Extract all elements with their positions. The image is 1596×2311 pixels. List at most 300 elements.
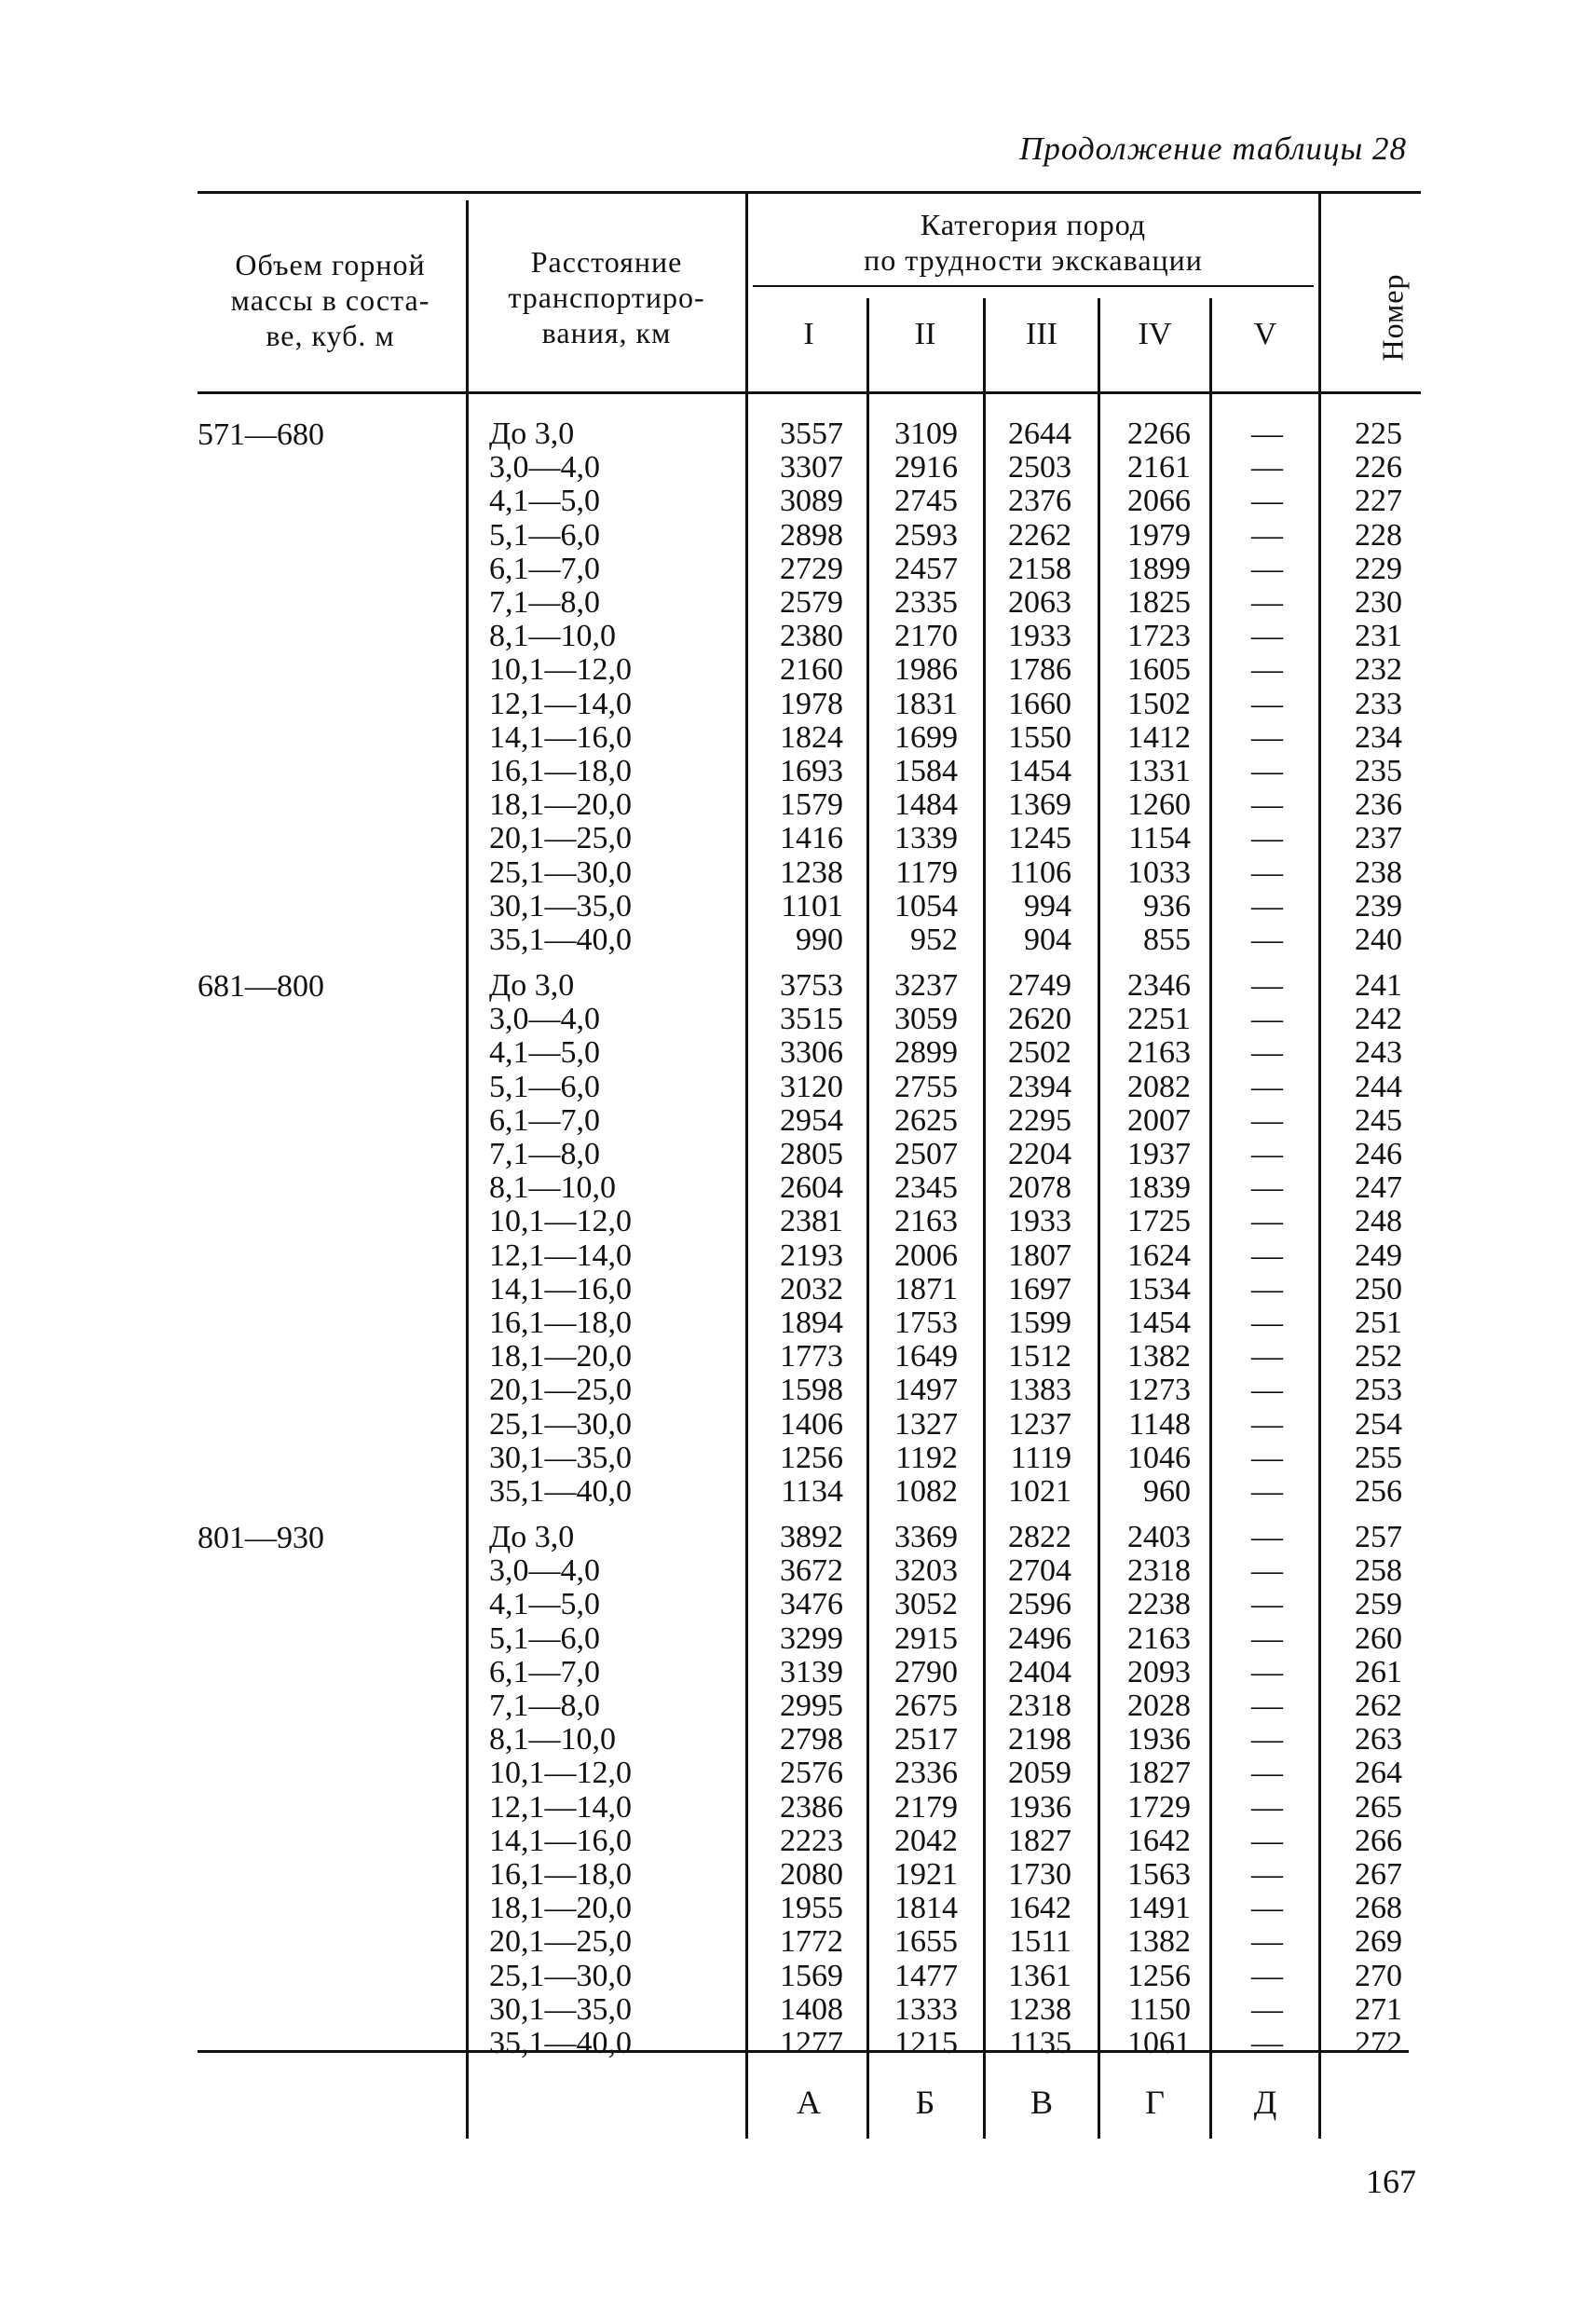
table-row (0, 1689, 1596, 1723)
row-number-cell: 235 (1355, 754, 1402, 788)
row-number-cell: 260 (1355, 1620, 1402, 1656)
distance-cell: 4,1—5,0 (489, 1587, 600, 1622)
row-number-cell: 250 (1355, 1271, 1402, 1306)
header-col-v: V (1253, 317, 1277, 351)
distance-cell: 7,1—8,0 (489, 1137, 600, 1171)
row-number-cell: 226 (1355, 450, 1402, 485)
value-cell-v: — (1251, 585, 1283, 620)
value-cell-i: 1894 (780, 1306, 843, 1340)
value-cell-iv: 2318 (1127, 1553, 1191, 1589)
value-cell-ii: 2745 (894, 484, 958, 519)
page-number: 167 (1366, 2163, 1416, 2200)
value-cell-iii: 1135 (1009, 2026, 1071, 2060)
value-cell-v: — (1251, 1306, 1283, 1340)
value-cell-i: 1772 (780, 1924, 843, 1960)
value-cell-ii: 2593 (894, 517, 958, 553)
row-number-cell: 238 (1355, 855, 1402, 890)
table-row (0, 1104, 1596, 1138)
table-row (0, 1554, 1596, 1588)
value-cell-iv: 2007 (1127, 1102, 1191, 1138)
value-cell-ii: 1484 (894, 787, 958, 823)
value-cell-iv: 2163 (1127, 1035, 1191, 1071)
value-cell-i: 2579 (780, 585, 843, 620)
value-cell-v: — (1251, 888, 1283, 923)
table-row (0, 2027, 1596, 2060)
row-number-cell: 232 (1355, 652, 1402, 688)
value-cell-ii: 1584 (894, 754, 958, 788)
distance-cell: 5,1—6,0 (489, 1069, 600, 1104)
row-number-cell: 241 (1355, 968, 1402, 1003)
value-cell-v: — (1251, 1339, 1283, 1374)
distance-cell: 30,1—35,0 (489, 1440, 632, 1475)
row-number-cell: 266 (1355, 1823, 1402, 1858)
value-cell-iii: 1119 (1010, 1440, 1071, 1475)
distance-cell: 10,1—12,0 (489, 1756, 632, 1791)
value-cell-iii: 1933 (1008, 619, 1071, 654)
value-cell-v: — (1251, 787, 1283, 823)
value-cell-iv: 1331 (1127, 754, 1191, 788)
value-cell-iii: 1454 (1008, 754, 1071, 788)
distance-cell: 16,1—18,0 (489, 1306, 632, 1340)
value-cell-v: — (1251, 1440, 1283, 1475)
table-row (0, 1475, 1596, 1509)
value-cell-i: 1693 (780, 754, 843, 788)
value-cell-ii: 3237 (894, 968, 958, 1003)
row-number-cell: 231 (1355, 619, 1402, 654)
value-cell-i: 1277 (780, 2026, 843, 2060)
value-cell-i: 3476 (780, 1587, 843, 1622)
value-cell-v: — (1251, 821, 1283, 856)
value-cell-iv: 2093 (1127, 1654, 1191, 1689)
header-distance: Расстояние транспортиро- вания, км (508, 245, 705, 349)
value-cell-iii: 1383 (1008, 1373, 1071, 1408)
value-cell-v: — (1251, 517, 1283, 553)
value-cell-i: 3299 (780, 1620, 843, 1656)
distance-cell: 12,1—14,0 (489, 1789, 632, 1825)
value-cell-i: 2798 (780, 1722, 843, 1757)
category-rule (753, 285, 1314, 287)
distance-cell: 10,1—12,0 (489, 652, 632, 688)
table-row (0, 721, 1596, 755)
value-cell-ii: 2507 (894, 1137, 958, 1171)
row-number-cell: 248 (1355, 1204, 1402, 1239)
value-cell-iv: 1061 (1127, 2026, 1191, 2060)
row-number-cell: 230 (1355, 585, 1402, 620)
row-number-cell: 262 (1355, 1689, 1402, 1723)
value-cell-ii: 3052 (894, 1587, 958, 1622)
table-row (0, 451, 1596, 485)
table-row (0, 1656, 1596, 1689)
value-cell-v: — (1251, 1035, 1283, 1071)
value-cell-v: — (1251, 968, 1283, 1003)
volume-range: 571—680 (198, 417, 324, 452)
value-cell-ii: 3059 (894, 1002, 958, 1037)
distance-cell: 18,1—20,0 (489, 1891, 632, 1926)
value-cell-iii: 1021 (1008, 1474, 1071, 1509)
value-cell-i: 1824 (780, 719, 843, 755)
value-cell-i: 2898 (780, 517, 843, 553)
distance-cell: 14,1—16,0 (489, 719, 632, 755)
table-row (0, 1071, 1596, 1104)
table-row (0, 1408, 1596, 1442)
value-cell-iv: 1936 (1127, 1722, 1191, 1757)
table-row (0, 822, 1596, 855)
value-cell-ii: 2755 (894, 1069, 958, 1104)
value-cell-ii: 1699 (894, 719, 958, 755)
row-number-cell: 257 (1355, 1520, 1402, 1554)
header-col-ii: II (914, 317, 936, 351)
value-cell-iii: 2158 (1008, 551, 1071, 586)
value-cell-iv: 1412 (1127, 719, 1191, 755)
distance-cell: 20,1—25,0 (489, 1373, 632, 1408)
value-cell-ii: 1215 (894, 2026, 958, 2060)
value-cell-iv: 1502 (1127, 686, 1191, 721)
table-row (0, 1374, 1596, 1407)
value-cell-i: 2805 (780, 1137, 843, 1171)
value-cell-i: 2995 (780, 1689, 843, 1723)
row-number-cell: 254 (1355, 1406, 1402, 1442)
value-cell-iv: 1150 (1128, 1991, 1191, 2027)
table-top-rule (198, 191, 1421, 194)
row-number-cell: 268 (1355, 1891, 1402, 1926)
value-cell-iii: 1936 (1008, 1789, 1071, 1825)
value-cell-iii: 2822 (1008, 1520, 1071, 1554)
row-number-cell: 244 (1355, 1069, 1402, 1104)
value-cell-ii: 2163 (894, 1204, 958, 1239)
value-cell-iii: 2596 (1008, 1587, 1071, 1622)
row-number-cell: 258 (1355, 1553, 1402, 1589)
row-number-cell: 255 (1355, 1440, 1402, 1475)
distance-cell: 14,1—16,0 (489, 1823, 632, 1858)
value-cell-ii: 1054 (894, 888, 958, 923)
value-cell-ii: 2336 (894, 1756, 958, 1791)
value-cell-iii: 1599 (1008, 1306, 1071, 1340)
distance-cell: 18,1—20,0 (489, 1339, 632, 1374)
value-cell-i: 1238 (780, 855, 843, 890)
distance-cell: 18,1—20,0 (489, 787, 632, 823)
value-cell-iii: 1730 (1008, 1857, 1071, 1892)
row-number-cell: 271 (1355, 1991, 1402, 2027)
value-cell-iv: 1642 (1127, 1823, 1191, 1858)
distance-cell: 8,1—10,0 (489, 619, 616, 654)
value-cell-ii: 2345 (894, 1170, 958, 1206)
value-cell-iii: 1245 (1008, 821, 1071, 856)
value-cell-i: 3892 (780, 1520, 843, 1554)
table-row (0, 653, 1596, 687)
row-number-cell: 249 (1355, 1238, 1402, 1273)
distance-cell: 4,1—5,0 (489, 1035, 600, 1071)
value-cell-iv: 1260 (1127, 787, 1191, 823)
value-cell-iv: 936 (1143, 888, 1191, 923)
row-number-cell: 252 (1355, 1339, 1402, 1374)
value-cell-iii: 1512 (1008, 1339, 1071, 1374)
value-cell-v: — (1251, 652, 1283, 688)
table-row (0, 1858, 1596, 1892)
value-cell-i: 3089 (780, 484, 843, 519)
value-cell-i: 1579 (780, 787, 843, 823)
row-number-cell: 234 (1355, 719, 1402, 755)
distance-cell: 3,0—4,0 (489, 1553, 600, 1589)
table-row (0, 1960, 1596, 1993)
value-cell-iii: 2059 (1008, 1756, 1071, 1791)
value-cell-iii: 2376 (1008, 484, 1071, 519)
header-col-i: I (803, 317, 814, 351)
distance-cell: 14,1—16,0 (489, 1271, 632, 1306)
value-cell-v: — (1251, 1137, 1283, 1171)
value-cell-i: 1598 (780, 1373, 843, 1408)
value-cell-v: — (1251, 1474, 1283, 1509)
value-cell-ii: 2625 (894, 1102, 958, 1138)
value-cell-ii: 2915 (894, 1620, 958, 1656)
value-cell-iii: 1361 (1008, 1958, 1071, 1993)
value-cell-ii: 1327 (894, 1406, 958, 1442)
table-row (0, 755, 1596, 788)
value-cell-iii: 2644 (1008, 417, 1071, 451)
footer-letter-d: Д (1253, 2084, 1277, 2121)
value-cell-v: — (1251, 1958, 1283, 1993)
distance-cell: 35,1—40,0 (489, 923, 632, 957)
value-cell-ii: 1986 (894, 652, 958, 688)
row-number-cell: 246 (1355, 1137, 1402, 1171)
table-row (0, 1723, 1596, 1757)
table-row (0, 1306, 1596, 1340)
table-row (0, 1171, 1596, 1205)
value-cell-iv: 2028 (1127, 1689, 1191, 1723)
value-cell-i: 2576 (780, 1756, 843, 1791)
table-row (0, 1791, 1596, 1825)
table-row (0, 417, 1596, 451)
value-cell-i: 2381 (780, 1204, 843, 1239)
value-cell-iv: 1148 (1128, 1406, 1191, 1442)
value-cell-v: — (1251, 1823, 1283, 1858)
value-cell-iv: 960 (1143, 1474, 1191, 1509)
distance-cell: 16,1—18,0 (489, 1857, 632, 1892)
value-cell-v: — (1251, 1689, 1283, 1723)
value-cell-iv: 2251 (1127, 1002, 1191, 1037)
row-number-cell: 243 (1355, 1035, 1402, 1071)
value-cell-v: — (1251, 1756, 1283, 1791)
table-row (0, 1205, 1596, 1238)
value-cell-ii: 1497 (894, 1373, 958, 1408)
value-cell-ii: 1649 (894, 1339, 958, 1374)
row-number-cell: 239 (1355, 888, 1402, 923)
table-row (0, 1138, 1596, 1171)
value-cell-iv: 1624 (1127, 1238, 1191, 1273)
header-number: Номер (1375, 273, 1410, 361)
value-cell-i: 3120 (780, 1069, 843, 1104)
row-number-cell: 267 (1355, 1857, 1402, 1892)
distance-cell: 8,1—10,0 (489, 1722, 616, 1757)
value-cell-v: — (1251, 1102, 1283, 1138)
value-cell-iv: 1723 (1127, 619, 1191, 654)
value-cell-v: — (1251, 1373, 1283, 1408)
value-cell-iii: 1786 (1008, 652, 1071, 688)
value-cell-i: 2954 (780, 1102, 843, 1138)
row-number-cell: 245 (1355, 1102, 1402, 1138)
value-cell-i: 3672 (780, 1553, 843, 1589)
row-number-cell: 269 (1355, 1924, 1402, 1960)
value-cell-ii: 2042 (894, 1823, 958, 1858)
header-col-iv: IV (1138, 317, 1172, 351)
table-row (0, 856, 1596, 890)
value-cell-i: 1134 (781, 1474, 843, 1509)
value-cell-iv: 1827 (1127, 1756, 1191, 1791)
value-cell-iii: 2078 (1008, 1170, 1071, 1206)
row-number-cell: 251 (1355, 1306, 1402, 1340)
distance-cell: 20,1—25,0 (489, 821, 632, 856)
table-caption: Продолжение таблицы 28 (1019, 130, 1407, 167)
distance-cell: 7,1—8,0 (489, 1689, 600, 1723)
value-cell-iii: 904 (1024, 923, 1071, 957)
value-cell-iv: 1382 (1127, 1924, 1191, 1960)
value-cell-iv: 1273 (1127, 1373, 1191, 1408)
value-cell-ii: 1179 (895, 855, 958, 890)
value-cell-i: 3306 (780, 1035, 843, 1071)
row-number-cell: 259 (1355, 1587, 1402, 1622)
value-cell-iv: 1563 (1127, 1857, 1191, 1892)
value-cell-i: 2160 (780, 652, 843, 688)
footer-letter-b: Б (915, 2084, 935, 2121)
footer-letter-g: Г (1145, 2084, 1165, 2121)
value-cell-i: 1406 (780, 1406, 843, 1442)
value-cell-ii: 2006 (894, 1238, 958, 1273)
value-cell-i: 3557 (780, 417, 843, 451)
value-cell-v: — (1251, 619, 1283, 654)
value-cell-iii: 2318 (1008, 1689, 1071, 1723)
value-cell-ii: 2517 (894, 1722, 958, 1757)
row-number-cell: 264 (1355, 1756, 1402, 1791)
value-cell-iv: 1937 (1127, 1137, 1191, 1171)
value-cell-iv: 1046 (1127, 1440, 1191, 1475)
value-cell-iv: 1491 (1127, 1891, 1191, 1926)
distance-cell: 7,1—8,0 (489, 585, 600, 620)
value-cell-i: 3753 (780, 968, 843, 1003)
value-cell-iv: 1256 (1127, 1958, 1191, 1993)
distance-cell: 16,1—18,0 (489, 754, 632, 788)
value-cell-i: 1773 (780, 1339, 843, 1374)
value-cell-v: — (1251, 450, 1283, 485)
row-number-cell: 228 (1355, 517, 1402, 553)
value-cell-iii: 1237 (1008, 1406, 1071, 1442)
value-cell-iv: 2082 (1127, 1069, 1191, 1104)
table-row (0, 1521, 1596, 1554)
table-row (0, 1993, 1596, 2027)
value-cell-ii: 1753 (894, 1306, 958, 1340)
value-cell-ii: 1192 (895, 1440, 958, 1475)
distance-cell: 3,0—4,0 (489, 1002, 600, 1037)
value-cell-i: 1978 (780, 686, 843, 721)
value-cell-v: — (1251, 1654, 1283, 1689)
row-number-cell: 256 (1355, 1474, 1402, 1509)
footer-letter-v: В (1030, 2084, 1053, 2121)
distance-cell: 12,1—14,0 (489, 1238, 632, 1273)
distance-cell: 4,1—5,0 (489, 484, 600, 519)
value-cell-v: — (1251, 1271, 1283, 1306)
value-cell-iv: 2163 (1127, 1620, 1191, 1656)
value-cell-iv: 2403 (1127, 1520, 1191, 1554)
table-row (0, 1825, 1596, 1858)
value-cell-ii: 1333 (894, 1991, 958, 2027)
distance-cell: 6,1—7,0 (489, 1654, 600, 1689)
value-cell-iv: 1729 (1127, 1789, 1191, 1825)
value-cell-v: — (1251, 1857, 1283, 1892)
value-cell-ii: 1655 (894, 1924, 958, 1960)
value-cell-iv: 1033 (1127, 855, 1191, 890)
value-cell-i: 1955 (780, 1891, 843, 1926)
value-cell-v: — (1251, 1991, 1283, 2027)
value-cell-v: — (1251, 1069, 1283, 1104)
value-cell-i: 2223 (780, 1823, 843, 1858)
row-number-cell: 265 (1355, 1789, 1402, 1825)
value-cell-ii: 2916 (894, 450, 958, 485)
row-number-cell: 242 (1355, 1002, 1402, 1037)
value-cell-iv: 1839 (1127, 1170, 1191, 1206)
value-cell-ii: 3203 (894, 1553, 958, 1589)
value-cell-ii: 1871 (894, 1271, 958, 1306)
row-number-cell: 270 (1355, 1958, 1402, 1993)
row-number-cell: 247 (1355, 1170, 1402, 1206)
value-cell-iii: 2496 (1008, 1620, 1071, 1656)
row-number-cell: 233 (1355, 686, 1402, 721)
table-row (0, 1036, 1596, 1070)
value-cell-iii: 994 (1024, 888, 1071, 923)
value-cell-i: 1408 (780, 1991, 843, 2027)
distance-cell: 25,1—30,0 (489, 855, 632, 890)
value-cell-ii: 3369 (894, 1520, 958, 1554)
table-row (0, 1588, 1596, 1621)
value-cell-ii: 2457 (894, 551, 958, 586)
distance-cell: 12,1—14,0 (489, 686, 632, 721)
row-number-cell: 261 (1355, 1654, 1402, 1689)
header-category: Категория пород по трудности экскавации (864, 208, 1203, 277)
value-cell-i: 1569 (780, 1958, 843, 1993)
table-row (0, 1442, 1596, 1475)
value-cell-iii: 2063 (1008, 585, 1071, 620)
table-row (0, 969, 1596, 1003)
distance-cell: 20,1—25,0 (489, 1924, 632, 1960)
value-cell-i: 3515 (780, 1002, 843, 1037)
value-cell-iii: 1642 (1008, 1891, 1071, 1926)
value-cell-v: — (1251, 686, 1283, 721)
value-cell-v: — (1251, 1587, 1283, 1622)
value-cell-iii: 2404 (1008, 1654, 1071, 1689)
row-number-cell: 227 (1355, 484, 1402, 519)
value-cell-i: 2032 (780, 1271, 843, 1306)
footer-letter-a: А (797, 2084, 821, 2121)
table-row (0, 923, 1596, 957)
value-cell-ii: 2790 (894, 1654, 958, 1689)
value-cell-ii: 1921 (894, 1857, 958, 1892)
value-cell-iv: 2266 (1127, 417, 1191, 451)
value-cell-i: 2080 (780, 1857, 843, 1892)
value-cell-i: 1101 (781, 888, 843, 923)
distance-cell: 5,1—6,0 (489, 1620, 600, 1656)
value-cell-i: 1416 (780, 821, 843, 856)
value-cell-iv: 1825 (1127, 585, 1191, 620)
value-cell-v: — (1251, 1406, 1283, 1442)
value-cell-ii: 2899 (894, 1035, 958, 1071)
value-cell-v: — (1251, 719, 1283, 755)
value-cell-v: — (1251, 1553, 1283, 1589)
value-cell-iv: 1382 (1127, 1339, 1191, 1374)
distance-cell: 25,1—30,0 (489, 1958, 632, 1993)
value-cell-iv: 1979 (1127, 517, 1191, 553)
value-cell-iii: 2394 (1008, 1069, 1071, 1104)
value-cell-iii: 2749 (1008, 968, 1071, 1003)
row-number-cell: 253 (1355, 1373, 1402, 1408)
row-number-cell: 237 (1355, 821, 1402, 856)
table-row (0, 519, 1596, 553)
